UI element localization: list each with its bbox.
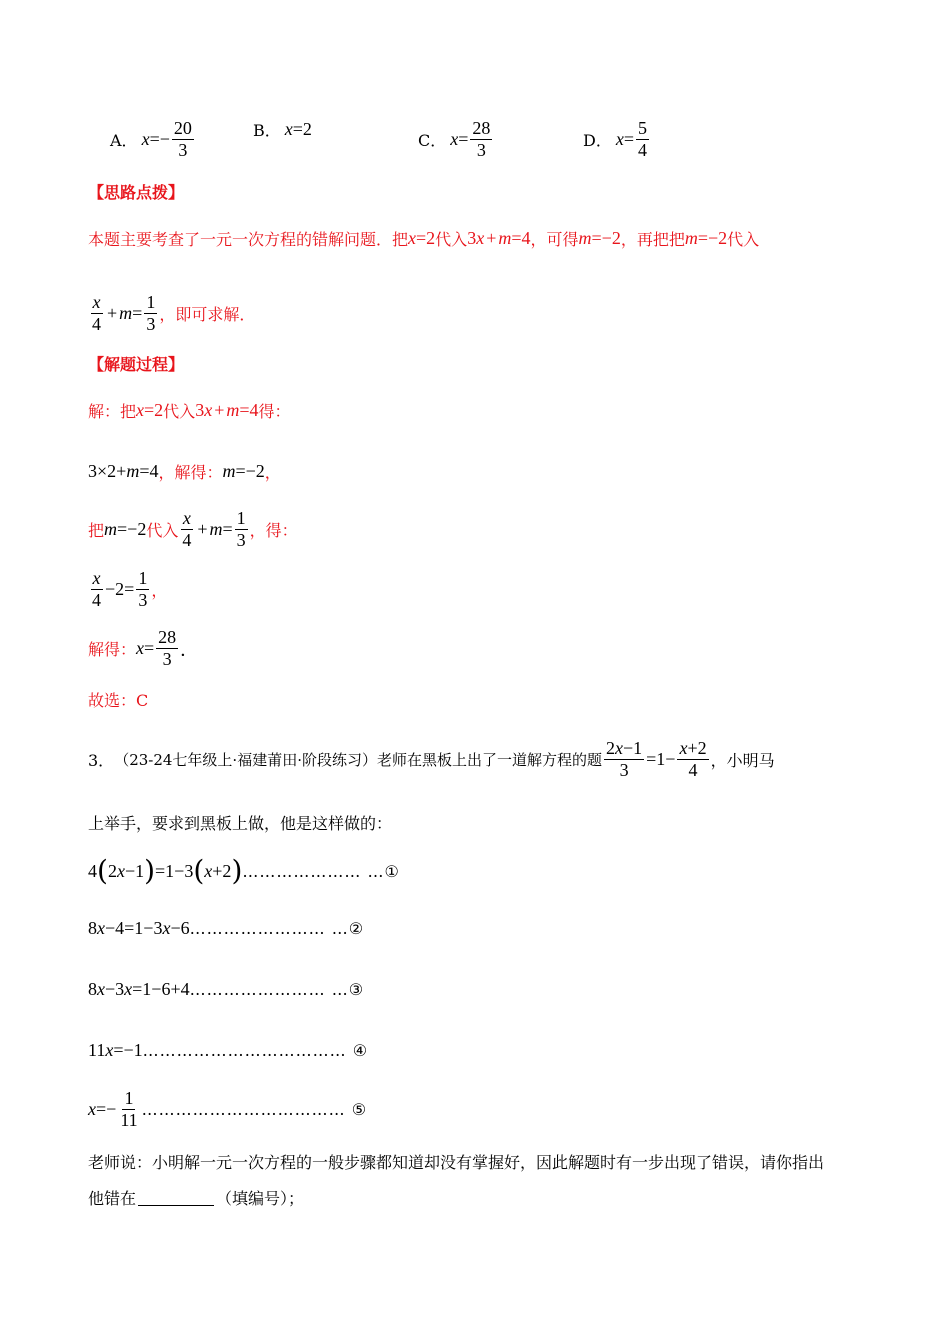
math-text: =−2 — [117, 519, 147, 539]
fraction — [90, 292, 103, 335]
text: ，再把把 — [620, 230, 685, 249]
option-d — [583, 118, 651, 161]
math-text: −6 — [170, 918, 190, 938]
math-var: x — [284, 119, 293, 139]
text: 代入 — [435, 230, 468, 249]
numerator: 1 — [138, 568, 148, 588]
option-letter: A． — [110, 131, 138, 150]
fraction — [118, 1088, 139, 1131]
hint-line-2 — [88, 292, 255, 335]
math-text: + — [486, 228, 497, 248]
math-text: =− — [149, 129, 170, 149]
math-var: x — [136, 638, 145, 658]
step-marker: …………………… …② — [189, 919, 365, 938]
math-text: =−2 — [235, 461, 265, 481]
student-step-1: 4 ( 2 x −1 ) =1−3 ( x +2 ) ………………… …① — [88, 854, 400, 887]
math-text: −3 — [105, 979, 125, 999]
fraction — [90, 568, 103, 611]
answer-blank[interactable] — [138, 1189, 214, 1206]
fraction — [235, 508, 248, 551]
fraction — [677, 738, 708, 781]
math-var: x — [204, 400, 213, 420]
math-text: =−1 — [113, 1040, 143, 1060]
math-text: 11 — [88, 1040, 106, 1060]
numerator: x — [92, 292, 101, 312]
math-text: =−2 — [591, 228, 621, 248]
text: ，小明马 — [710, 751, 775, 770]
math-var: x — [679, 738, 688, 758]
math-var: x — [450, 129, 459, 149]
math-var: x — [105, 1040, 114, 1060]
math-text: =2 — [144, 400, 164, 420]
step-marker: ………………… …① — [242, 861, 400, 881]
math-text: 3 — [467, 228, 477, 248]
math-var: m — [104, 519, 118, 539]
denominator: 3 — [178, 140, 188, 160]
math-text: + — [107, 303, 118, 323]
fraction — [136, 568, 149, 611]
problem-3-line-2: 上举手，要求到黑板上做，他是这样做的： — [88, 814, 393, 833]
math-text: =4 — [139, 461, 159, 481]
math-text: ． — [180, 639, 199, 660]
text: ，可得 — [530, 230, 579, 249]
hint-heading: 【思路点拨】 — [88, 183, 185, 202]
math-text: 2 — [107, 860, 117, 881]
math-var: x — [162, 918, 171, 938]
math-text: 3×2+ — [88, 461, 127, 481]
math-text: −4=1−3 — [105, 918, 163, 938]
math-text: =2 — [416, 228, 436, 248]
problem-source: （23-24七年级上·福建莆田·阶段练习）老师在黑板上出了一道解方程的题 — [114, 751, 602, 769]
text: 得： — [258, 402, 291, 421]
problem-3-stem — [88, 738, 775, 781]
text: ，得： — [249, 521, 298, 540]
math-var: x — [124, 979, 133, 999]
math-var: x — [476, 228, 485, 248]
math-var: x — [116, 860, 125, 881]
text: 解得： — [88, 640, 137, 659]
numerator: 28 — [158, 627, 177, 647]
denominator: 3 — [236, 530, 246, 550]
student-step-3 — [88, 979, 364, 1000]
math-var: x — [136, 400, 145, 420]
numerator: 28 — [472, 118, 491, 138]
text: ， — [264, 463, 281, 482]
denominator: 4 — [92, 590, 101, 610]
denominator: 4 — [688, 760, 698, 780]
step-marker: ……………………………… ⑤ — [141, 1100, 368, 1119]
math-text: =2 — [292, 119, 312, 139]
math-text: = — [222, 519, 233, 539]
student-step-5 — [88, 1088, 367, 1131]
math-var: m — [222, 461, 236, 481]
option-letter: C． — [418, 131, 447, 150]
math-var: m — [498, 228, 512, 248]
solution-step-4 — [88, 568, 167, 611]
math-var: x — [141, 129, 150, 149]
text: 他错在 — [88, 1189, 137, 1208]
problem-number: 3． — [88, 751, 115, 770]
math-var: x — [615, 129, 624, 149]
math-text: =− — [96, 1099, 117, 1119]
math-var: x — [97, 979, 105, 999]
fraction — [604, 738, 644, 781]
text: 代入 — [146, 521, 179, 540]
math-var: m — [119, 303, 133, 323]
text: 把 — [88, 521, 105, 540]
numerator: 1 — [146, 292, 156, 312]
solution-step-3 — [88, 508, 298, 551]
math-var: m — [226, 400, 240, 420]
math-text: + — [197, 519, 208, 539]
option-letter: B． — [253, 121, 281, 140]
math-text: + — [214, 400, 225, 420]
hint-line-1 — [88, 227, 759, 250]
option-b — [253, 118, 312, 141]
math-var: x — [408, 228, 417, 248]
fraction — [636, 118, 649, 161]
teacher-text-1: 老师说：小明解一元一次方程的一般步骤都知道却没有掌握好，因此解题时有一步出现了错误，请你指出 — [88, 1153, 825, 1172]
math-text: = — [458, 129, 469, 149]
solution-step-1 — [88, 399, 291, 422]
denominator: 3 — [619, 760, 629, 780]
math-var: m — [578, 228, 592, 248]
option-c — [418, 118, 494, 161]
math-text: −2= — [105, 579, 135, 599]
text: 代入 — [727, 230, 760, 249]
student-step-4 — [88, 1040, 368, 1061]
numerator: x — [182, 508, 191, 528]
math-var: x — [204, 860, 213, 881]
fraction — [144, 292, 157, 335]
solution-step-2 — [88, 460, 281, 483]
denominator: 3 — [138, 590, 148, 610]
numerator: 5 — [638, 118, 647, 138]
math-text: = — [132, 303, 143, 323]
denominator: 4 — [638, 140, 647, 160]
numerator: x — [92, 568, 101, 588]
math-text: 3 — [195, 400, 205, 420]
text: ， — [151, 581, 168, 600]
fraction — [180, 508, 193, 551]
math-text: 4 — [88, 860, 97, 881]
math-text: −1 — [124, 860, 145, 881]
math-text: 2 — [605, 738, 615, 758]
text: （填编号）； — [216, 1189, 305, 1208]
text: ，解得： — [158, 463, 223, 482]
math-var: m — [684, 228, 698, 248]
student-step-2 — [88, 918, 364, 939]
text: 解：把 — [88, 402, 137, 421]
teacher-text-2 — [88, 1186, 304, 1209]
denominator: 3 — [476, 140, 486, 160]
fraction — [156, 627, 178, 670]
math-text: = — [623, 129, 634, 149]
numerator: 1 — [124, 1088, 134, 1108]
math-text: −1 — [622, 738, 643, 758]
math-text: =4 — [511, 228, 531, 248]
text: 代入 — [163, 402, 196, 421]
text: ，即可求解． — [159, 305, 256, 324]
denominator: 4 — [182, 530, 192, 550]
math-text: =1− — [646, 749, 676, 769]
math-text: 8 — [88, 979, 97, 999]
math-var: x — [614, 738, 623, 758]
option-a — [110, 118, 196, 161]
math-text: =4 — [239, 400, 259, 420]
math-text: +2 — [687, 738, 707, 758]
denominator: 4 — [92, 314, 101, 334]
denominator: 3 — [146, 314, 156, 334]
step-marker: ……………………………… ④ — [142, 1041, 369, 1060]
numerator: 20 — [173, 118, 192, 138]
denominator: 11 — [120, 1110, 138, 1130]
math-var: m — [209, 519, 223, 539]
option-letter: D． — [583, 131, 612, 150]
fraction — [470, 118, 492, 161]
solution-answer: 故选：C — [88, 691, 149, 710]
denominator: 3 — [162, 649, 172, 669]
math-text: = — [144, 638, 155, 658]
solution-step-5 — [88, 627, 198, 670]
math-text: =1−3 — [155, 860, 194, 881]
numerator: 1 — [236, 508, 246, 528]
math-var: x — [97, 918, 105, 938]
math-text: +2 — [212, 860, 232, 881]
text: 本题主要考查了一元一次方程的错解问题．把 — [88, 230, 409, 249]
math-var: x — [88, 1099, 96, 1119]
step-marker: …………………… …③ — [189, 980, 365, 999]
fraction — [172, 118, 194, 161]
math-text: =−2 — [697, 228, 728, 248]
solution-heading: 【解题过程】 — [88, 355, 185, 374]
math-text: =1−6+4 — [132, 979, 190, 999]
math-text: 8 — [88, 918, 97, 938]
math-var: m — [126, 461, 140, 481]
